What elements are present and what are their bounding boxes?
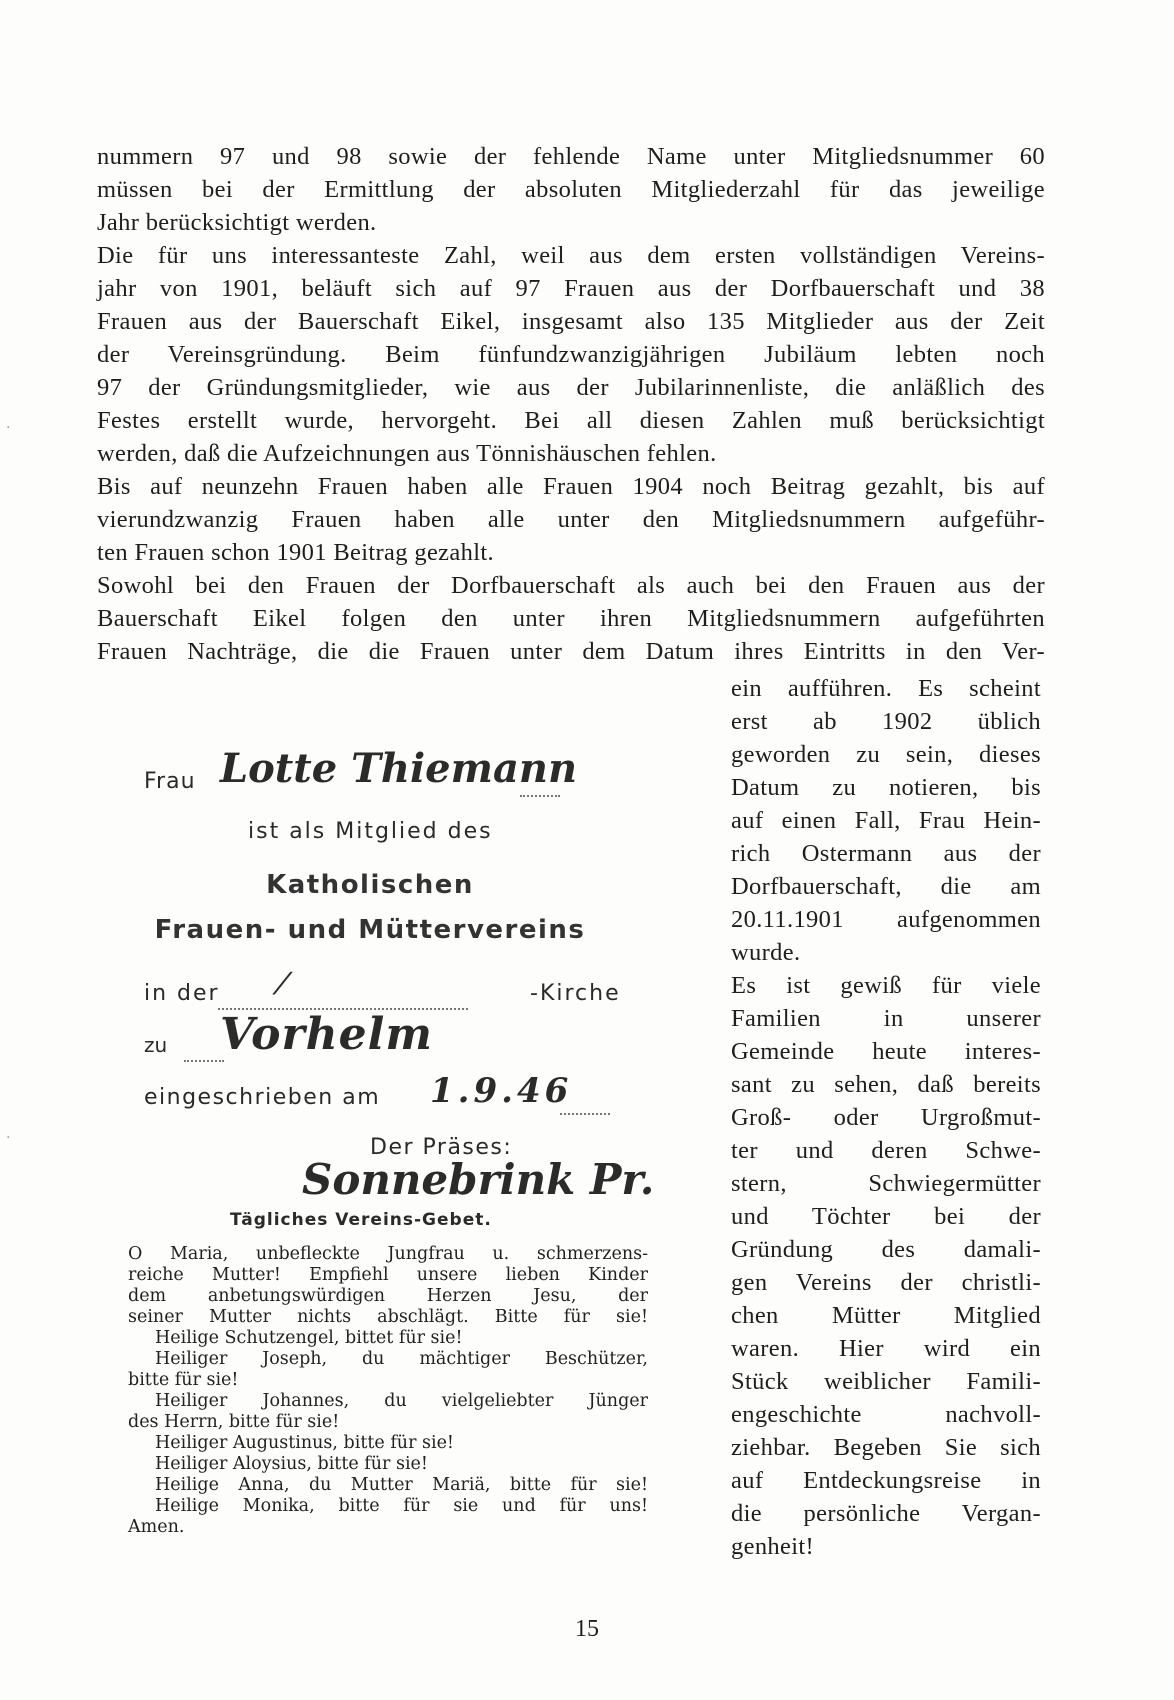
prayer-line: des Herrn, bitte für sie! <box>128 1412 340 1432</box>
body-line: 97 der Gründungsmitglieder, wie aus der Jubilarinnenliste, die anläßlich des <box>97 374 1045 401</box>
body-line: werden, daß die Aufzeichnungen aus Tönnishäuschen fehlen. <box>97 440 717 467</box>
body-line: nummern 97 und 98 sowie der fehlende Name unter Mitgliedsnummer 60 <box>97 143 1045 170</box>
column-line: und Töchter bei der <box>731 1203 1041 1230</box>
column-line: 20.11.1901 aufgenommen <box>731 906 1041 933</box>
column-line: sant zu sehen, daß bereits <box>731 1071 1041 1098</box>
body-line: Sowohl bei den Frauen der Dorfbauerschaft als auch bei den Frauen aus der <box>97 572 1045 599</box>
prayer-line: reiche Mutter! Empfiehl unsere lieben Kinder <box>128 1265 648 1285</box>
column-line: Dorfbauerschaft, die am <box>731 873 1041 900</box>
membership-card <box>120 725 660 1585</box>
column-line: Es ist gewiß für viele <box>731 972 1041 999</box>
body-line: ten Frauen schon 1901 Beitrag gezahlt. <box>97 539 495 566</box>
column-line: wurde. <box>731 939 801 966</box>
column-line: auf einen Fall, Frau Hein- <box>731 807 1041 834</box>
prayer-title: Tägliches Vereins-Gebet. <box>230 1210 492 1230</box>
prayer-line: seiner Mutter nichts abschlägt. Bitte für sie! <box>128 1307 648 1327</box>
prayer-line: Amen. <box>128 1517 185 1537</box>
column-line: ter und deren Schwe- <box>731 1137 1041 1164</box>
body-line: Die für uns interessanteste Zahl, weil aus dem ersten vollständigen Vereins- <box>97 242 1045 269</box>
column-line: engeschichte nachvoll- <box>731 1401 1041 1428</box>
column-line: auf Entdeckungsreise in <box>731 1467 1041 1494</box>
body-line: Bis auf neunzehn Frauen haben alle Frauen 1904 noch Beitrag gezahlt, bis auf <box>97 473 1045 500</box>
prayer-line: Heiliger Joseph, du mächtiger Beschützer, <box>155 1349 648 1369</box>
card-member-text: ist als Mitglied des <box>248 819 493 844</box>
prayer-line: dem anbetungswürdigen Herzen Jesu, der <box>128 1286 648 1306</box>
column-line: waren. Hier wird ein <box>731 1335 1041 1362</box>
body-line: vierundzwanzig Frauen haben alle unter den Mitgliedsnummern aufgeführ- <box>97 506 1045 533</box>
column-line: rich Ostermann aus der <box>731 840 1041 867</box>
column-line: Groß- oder Urgroßmut- <box>731 1104 1041 1131</box>
body-line: Bauerschaft Eikel folgen den unter ihren Mitgliedsnummern aufgeführten <box>97 605 1045 632</box>
column-line: genheit! <box>731 1533 815 1560</box>
column-line: gen Vereins der christli- <box>731 1269 1041 1296</box>
prayer-line: Heilige Monika, bitte für sie und für uns! <box>155 1496 648 1516</box>
column-line: geworden zu sein, dieses <box>731 741 1041 768</box>
church-mark-icon: ⁄ <box>280 967 286 1002</box>
card-place: Vorhelm <box>220 1009 433 1060</box>
column-line: stern, Schwiegermütter <box>731 1170 1041 1197</box>
body-line: müssen bei der Ermittlung der absoluten Mitgliederzahl für das jeweilige <box>97 176 1045 203</box>
column-line: erst ab 1902 üblich <box>731 708 1041 735</box>
column-line: die persönliche Vergan- <box>731 1500 1041 1527</box>
page-number: 15 <box>575 1616 599 1642</box>
column-line: Stück weiblicher Famili- <box>731 1368 1041 1395</box>
place-dotted-line <box>184 1060 224 1062</box>
prayer-line: Heiliger Augustinus, bitte für sie! <box>155 1433 454 1453</box>
card-date: 1.9.46 <box>430 1071 573 1111</box>
body-line: Frauen Nachträge, die die Frauen unter dem Datum ihres Eintritts in den Ver- <box>97 638 1045 665</box>
card-in-der: in der <box>144 981 220 1006</box>
scan-speck: · <box>6 1130 11 1146</box>
body-line: jahr von 1901, beläuft sich auf 97 Frauen aus der Dorfbauerschaft und 38 <box>97 275 1045 302</box>
prayer-line: bitte für sie! <box>128 1370 239 1390</box>
prayer-line: Heilige Anna, du Mutter Mariä, bitte für sie! <box>155 1475 648 1495</box>
scan-speck: · <box>6 420 11 436</box>
card-zu: zu <box>144 1033 168 1057</box>
card-kirche: -Kirche <box>530 981 621 1006</box>
card-signature: Sonnebrink Pr. <box>302 1155 655 1204</box>
name-dotted-line <box>520 795 560 797</box>
body-line: Festes erstellt wurde, hervorgeht. Bei all diesen Zahlen muß berücksichtigt <box>97 407 1045 434</box>
prayer-line: Heiliger Aloysius, bitte für sie! <box>155 1454 428 1474</box>
card-org-line1: Katholischen <box>266 870 474 900</box>
column-line: ein aufführen. Es scheint <box>731 675 1041 702</box>
date-dotted-line <box>560 1113 610 1115</box>
column-line: Familien in unserer <box>731 1005 1041 1032</box>
card-member-name: Lotte Thiemann <box>220 745 578 792</box>
column-line: Datum zu notieren, bis <box>731 774 1041 801</box>
column-line: chen Mütter Mitglied <box>731 1302 1041 1329</box>
prayer-line: Heilige Schutzengel, bittet für sie! <box>155 1328 463 1348</box>
prayer-line: Heiliger Johannes, du vielgeliebter Jünger <box>155 1391 648 1411</box>
column-line: Gemeinde heute interes- <box>731 1038 1041 1065</box>
body-line: der Vereinsgründung. Beim fünfundzwanzigjährigen Jubiläum lebten noch <box>97 341 1045 368</box>
body-line: Frauen aus der Bauerschaft Eikel, insgesamt also 135 Mitglieder aus der Zeit <box>97 308 1045 335</box>
prayer-line: O Maria, unbefleckte Jungfrau u. schmerzens- <box>128 1244 648 1264</box>
body-line: Jahr berücksichtigt werden. <box>97 209 377 236</box>
card-org-line2: Frauen- und Müttervereins <box>154 915 586 945</box>
card-frau-label: Frau <box>144 769 196 794</box>
card-praeses: Der Präses: <box>370 1135 513 1160</box>
column-line: ziehbar. Begeben Sie sich <box>731 1434 1041 1461</box>
column-line: Gründung des damali- <box>731 1236 1041 1263</box>
card-eingeschrieben: eingeschrieben am <box>144 1085 381 1110</box>
